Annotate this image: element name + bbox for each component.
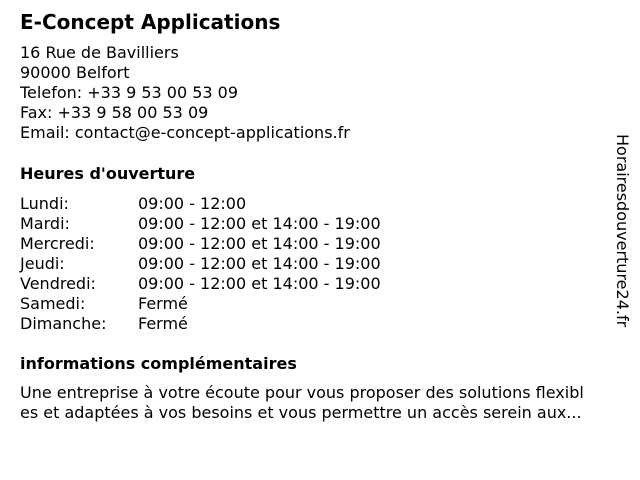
additional-info-heading: informations complémentaires bbox=[20, 354, 297, 373]
day-label: Lundi: bbox=[20, 194, 69, 213]
fax-number: Fax: +33 9 58 00 53 09 bbox=[20, 103, 209, 122]
day-label: Mardi: bbox=[20, 214, 70, 233]
day-hours: 09:00 - 12:00 et 14:00 - 19:00 bbox=[138, 274, 381, 293]
hours-row-saturday bbox=[20, 294, 381, 314]
email-address: Email: contact@e-concept-applications.fr bbox=[20, 123, 350, 142]
company-name: E-Concept Applications bbox=[20, 10, 281, 34]
hours-row-sunday bbox=[20, 314, 381, 334]
hours-row-monday bbox=[20, 194, 381, 214]
day-label: Jeudi: bbox=[20, 254, 65, 273]
day-label: Vendredi: bbox=[20, 274, 96, 293]
day-hours: 09:00 - 12:00 et 14:00 - 19:00 bbox=[138, 214, 381, 233]
day-hours: 09:00 - 12:00 et 14:00 - 19:00 bbox=[138, 234, 381, 253]
site-watermark: Horairesdouverture24.fr bbox=[613, 134, 632, 328]
opening-hours-heading: Heures d'ouverture bbox=[20, 164, 196, 183]
phone-number: Telefon: +33 9 53 00 53 09 bbox=[20, 83, 239, 102]
day-hours: Fermé bbox=[138, 314, 188, 333]
street-address: 16 Rue de Bavilliers bbox=[20, 43, 179, 62]
day-label: Mercredi: bbox=[20, 234, 95, 253]
contact-block bbox=[20, 43, 350, 143]
day-hours: 09:00 - 12:00 bbox=[138, 194, 247, 213]
city-address: 90000 Belfort bbox=[20, 63, 130, 82]
day-label: Samedi: bbox=[20, 294, 86, 313]
hours-row-tuesday bbox=[20, 214, 381, 234]
day-label: Dimanche: bbox=[20, 314, 107, 333]
info-line: Une entreprise à votre écoute pour vous proposer des solutions flexibl bbox=[20, 383, 584, 402]
info-line: es et adaptées à vos besoins et vous permettre un accès serein aux... bbox=[20, 403, 582, 422]
day-hours: 09:00 - 12:00 et 14:00 - 19:00 bbox=[138, 254, 381, 273]
opening-hours-table bbox=[20, 194, 381, 334]
hours-row-thursday bbox=[20, 254, 381, 274]
hours-row-wednesday bbox=[20, 234, 381, 254]
hours-row-friday bbox=[20, 274, 381, 294]
additional-info-text bbox=[20, 383, 632, 423]
day-hours: Fermé bbox=[138, 294, 188, 313]
